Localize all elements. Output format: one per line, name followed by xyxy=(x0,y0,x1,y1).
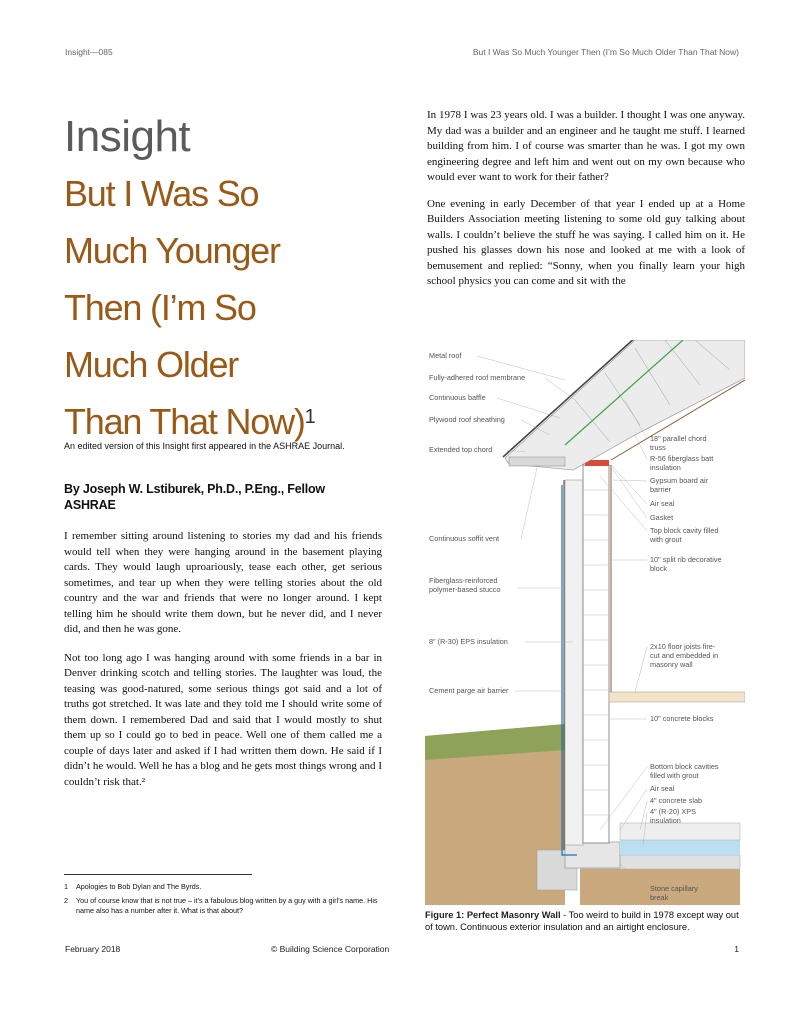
svg-text:barrier: barrier xyxy=(650,485,672,494)
svg-text:Air seal: Air seal xyxy=(650,784,675,793)
roof-truss xyxy=(505,340,745,470)
floor-joist xyxy=(609,692,745,702)
title-footnote-mark: 1 xyxy=(304,406,315,428)
paragraph: Not too long ago I was hanging around with some friends in a bar in Denver drinking scotch and telling stories. The laughter was loud, the teasing was good-natured, some serious things got said and a lot of truths got stretched. It was late and they told me I should write some of them down. I remembered Dad and said that I would mostly to shut them up so I could go to bed in peace. Well one of them called me a couple of days later and asked if I had written them down. He said if I didn’t he would. Well he has a blog and he gets most things wrong and I couldn’t risk that.² xyxy=(64,651,382,788)
left-labels xyxy=(429,351,575,695)
svg-text:insulation: insulation xyxy=(650,816,681,825)
svg-text:polymer-based stucco: polymer-based stucco xyxy=(429,585,501,594)
paragraph: I remember sitting around listening to stories my dad and his friends would tell when they were hanging around in the basement playing cards. They would laugh uproariously, tease each other, get serious sometimes, and tear up when they were telling stories about the old country and the war and friends that were no longer around. I kept telling him he should write them down, but he never did, and I never did, and then he was gone. xyxy=(64,530,382,635)
svg-text:with grout: with grout xyxy=(650,535,682,544)
concrete-slab xyxy=(620,823,740,840)
paragraph: In 1978 I was 23 years old. I was a builder. I thought I was one anyway. My dad was a builder and an engineer and he taught me stuff. I learned building from him. I of course was smarter than he was. I got my own engineering degree and left him and went out on my own because who would ever want to work for their father? xyxy=(427,109,745,183)
title-line: Much Older xyxy=(64,344,239,385)
concrete-block-wall xyxy=(583,465,609,843)
footnotes xyxy=(64,882,386,916)
article-title xyxy=(64,165,394,450)
svg-text:Fiberglass-reinforced: Fiberglass-reinforced xyxy=(429,576,498,585)
svg-text:18" parallel chord: 18" parallel chord xyxy=(650,434,707,443)
title-line: Much Younger xyxy=(64,230,280,271)
svg-text:2x10 floor joists fire-: 2x10 floor joists fire- xyxy=(650,642,716,651)
svg-text:10" concrete blocks: 10" concrete blocks xyxy=(650,714,714,723)
running-header-left: Insight—085 xyxy=(65,47,113,57)
svg-text:masonry wall: masonry wall xyxy=(650,660,693,669)
svg-text:4" (R-20) XPS: 4" (R-20) XPS xyxy=(650,807,696,816)
wall-section-figure xyxy=(425,340,745,905)
right-column xyxy=(427,108,745,290)
svg-text:Bottom block cavities: Bottom block cavities xyxy=(650,762,719,771)
svg-text:8" (R-30) EPS insulation: 8" (R-30) EPS insulation xyxy=(429,637,508,646)
edited-note: An edited version of this Insight first appeared in the ASHRAE Journal. xyxy=(64,441,345,451)
svg-text:Metal roof: Metal roof xyxy=(429,351,462,360)
kicker-title: Insight xyxy=(64,112,191,161)
paragraph: One evening in early December of that year I ended up at a Home Builders Association meeting listening to some old guy talking about walls. I couldn’t believe the stuff he was saying. I called him on it. He pushed his glasses down his nose and looked at me with a look of bemusement and replied: “Sonny, when you finally learn your high school physics you can come and sit with the xyxy=(427,197,745,287)
footnote-item: 2 You of course know that is not true – it’s a fabulous blog written by a guy with a girl’s name. His name also has a number after it. What is that about? xyxy=(64,896,378,915)
svg-text:Stone capillary: Stone capillary xyxy=(650,884,698,893)
figure-caption xyxy=(425,909,745,933)
svg-text:Continuous soffit vent: Continuous soffit vent xyxy=(429,534,500,543)
footer-date: February 2018 xyxy=(65,944,121,954)
svg-text:Extended top chord: Extended top chord xyxy=(429,445,493,454)
svg-text:Cement parge air barrier: Cement parge air barrier xyxy=(429,686,509,695)
svg-text:break: break xyxy=(650,893,669,902)
footer-copyright: © Building Science Corporation xyxy=(271,944,390,954)
eps-insulation xyxy=(565,480,583,845)
byline: By Joseph W. Lstiburek, Ph.D., P.Eng., Fellow ASHRAE xyxy=(64,482,325,512)
svg-text:R-56 fiberglass batt: R-56 fiberglass batt xyxy=(650,454,714,463)
svg-text:Top block cavity filled: Top block cavity filled xyxy=(650,526,719,535)
xps-insulation xyxy=(620,840,740,855)
footnote-rule xyxy=(64,874,252,875)
running-header-right: But I Was So Much Younger Then (I’m So Much Older Than That Now) xyxy=(472,47,739,57)
title-line: Than That Now)$^1$ xyxy=(64,401,315,442)
svg-text:insulation: insulation xyxy=(650,463,681,472)
svg-text:filled with grout: filled with grout xyxy=(650,771,699,780)
svg-text:Gypsum board air: Gypsum board air xyxy=(650,476,708,485)
page-number: 1 xyxy=(734,944,739,954)
svg-text:truss: truss xyxy=(650,443,666,452)
svg-text:Fully-adhered roof membrane: Fully-adhered roof membrane xyxy=(429,373,526,382)
title-line: Then (I’m So xyxy=(64,287,256,328)
footnote-item: 1 Apologies to Bob Dylan and The Byrds. xyxy=(64,882,202,891)
svg-text:block: block xyxy=(650,564,668,573)
caption-text: - Too weird to build in 1978 except way out of town. Continuous exterior insulation and an airtight enclosure. xyxy=(425,910,739,932)
svg-text:cut and embedded in: cut and embedded in xyxy=(650,651,719,660)
title-line: But I Was So xyxy=(64,173,259,214)
svg-text:Air seal: Air seal xyxy=(650,499,675,508)
svg-text:4" concrete slab: 4" concrete slab xyxy=(650,796,703,805)
left-column xyxy=(64,529,382,790)
caption-title: Figure 1: Perfect Masonry Wall xyxy=(425,910,561,920)
svg-text:Gasket: Gasket xyxy=(650,513,674,522)
svg-text:10" split rib decorative: 10" split rib decorative xyxy=(650,555,722,564)
svg-text:Plywood roof sheathing: Plywood roof sheathing xyxy=(429,415,505,424)
soffit xyxy=(509,457,565,466)
svg-text:Continuous baffle: Continuous baffle xyxy=(429,393,486,402)
